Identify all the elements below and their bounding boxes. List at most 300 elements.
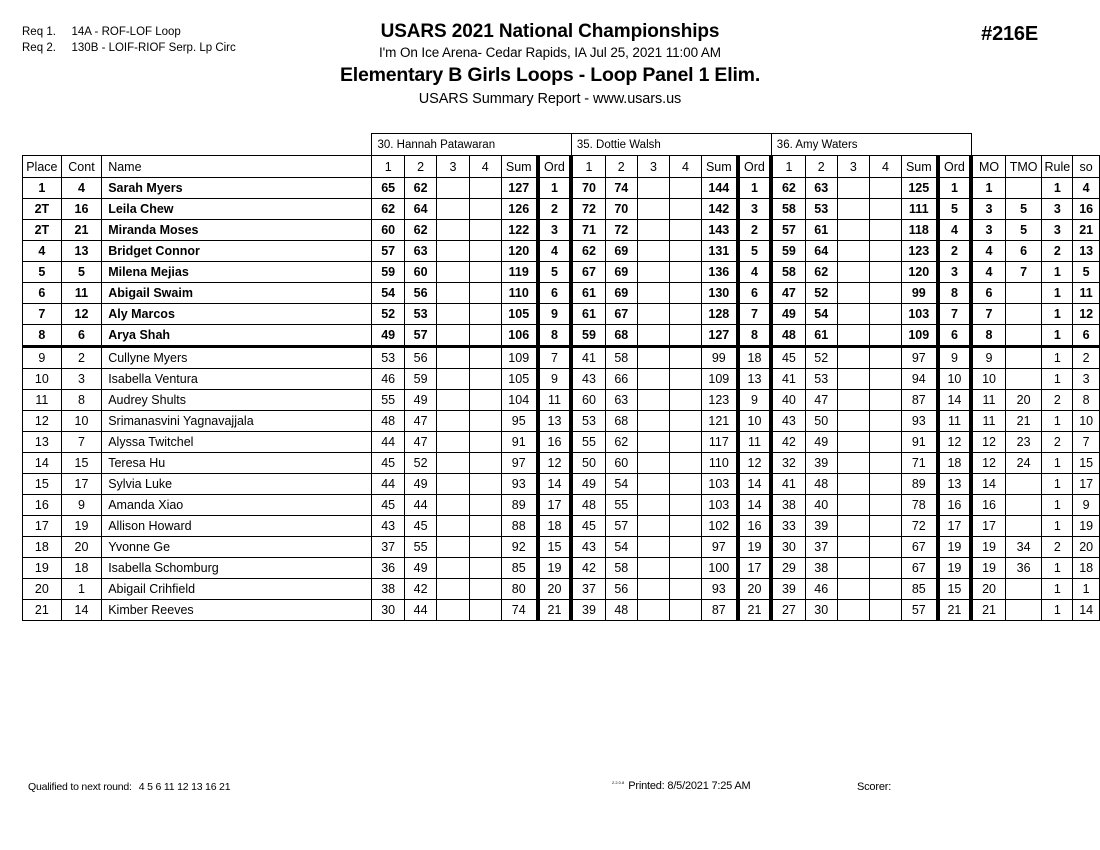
cell-so: 10 (1073, 411, 1100, 432)
table-row (23, 262, 1100, 283)
cell-judge2-sum: 87 (701, 600, 737, 621)
cell-judge3-score3 (837, 516, 869, 537)
column-header-place: Place (23, 156, 62, 178)
cell-judge3-sum: 85 (901, 579, 937, 600)
cell-name: Amanda Xiao (102, 495, 372, 516)
cell-judge3-score4 (869, 411, 901, 432)
category-title: Elementary B Girls Loops - Loop Panel 1 Elim. (339, 64, 761, 86)
cell-judge2-score1: 39 (571, 600, 605, 621)
cell-tmo (1005, 474, 1042, 495)
cell-judge1-ord: 11 (538, 390, 572, 411)
cell-judge3-score2: 62 (805, 262, 837, 283)
cell-name: Bridget Connor (102, 241, 372, 262)
cell-judge1-score4 (469, 283, 501, 304)
cell-rule: 2 (1042, 537, 1073, 558)
cell-place: 4 (23, 241, 62, 262)
cell-judge3-score1: 40 (771, 390, 805, 411)
cell-place: 19 (23, 558, 62, 579)
column-header-judge2-score3: 3 (637, 156, 669, 178)
cell-judge2-ord: 4 (738, 262, 772, 283)
cell-judge2-score1: 55 (571, 432, 605, 453)
cell-judge1-score1: 52 (372, 304, 404, 325)
cell-judge3-score1: 32 (771, 453, 805, 474)
cell-judge3-score3 (837, 369, 869, 390)
cell-judge2-score3 (637, 347, 669, 369)
cell-judge3-score1: 41 (771, 369, 805, 390)
column-header-judge1-score4: 4 (469, 156, 501, 178)
cell-judge1-sum: 91 (501, 432, 537, 453)
cell-judge1-sum: 105 (501, 369, 537, 390)
cell-judge3-sum: 87 (901, 390, 937, 411)
event-title: USARS 2021 National Championships (380, 21, 720, 42)
cell-judge2-score4 (669, 199, 701, 220)
cell-judge2-sum: 143 (701, 220, 737, 241)
cell-judge2-score2: 66 (605, 369, 637, 390)
cell-judge1-ord: 3 (538, 220, 572, 241)
cell-rule: 1 (1042, 453, 1073, 474)
cell-judge1-score2: 63 (404, 241, 436, 262)
column-header-judge1-score1: 1 (372, 156, 404, 178)
cell-rule: 1 (1042, 495, 1073, 516)
cell-judge2-score4 (669, 283, 701, 304)
cell-judge1-ord: 6 (538, 283, 572, 304)
cell-judge2-ord: 7 (738, 304, 772, 325)
judge-header-trailing-spacer (971, 134, 1099, 156)
cell-judge1-score1: 57 (372, 241, 404, 262)
cell-judge2-score1: 71 (571, 220, 605, 241)
cell-name: Leila Chew (102, 199, 372, 220)
cell-rule: 1 (1042, 516, 1073, 537)
cell-judge3-sum: 67 (901, 537, 937, 558)
cell-rule: 1 (1042, 579, 1073, 600)
cell-judge3-score3 (837, 432, 869, 453)
cell-judge1-ord: 8 (538, 325, 572, 347)
cell-cont: 9 (61, 495, 101, 516)
cell-mo: 20 (971, 579, 1005, 600)
cell-judge1-score3 (437, 178, 469, 199)
column-header-judge2-score4: 4 (669, 156, 701, 178)
table-row (23, 600, 1100, 621)
cell-judge1-score4 (469, 304, 501, 325)
cell-judge3-score4 (869, 537, 901, 558)
judge-header-spacer (23, 134, 372, 156)
cell-judge2-score1: 67 (571, 262, 605, 283)
cell-judge2-score2: 63 (605, 390, 637, 411)
table-row (23, 283, 1100, 304)
cell-rule: 1 (1042, 369, 1073, 390)
cell-mo: 17 (971, 516, 1005, 537)
column-header-judge2-ord: Ord (738, 156, 772, 178)
judge-name-2: 35. Dottie Walsh (571, 134, 771, 156)
cell-judge2-sum: 97 (701, 537, 737, 558)
cell-judge3-score2: 38 (805, 558, 837, 579)
cell-judge2-score4 (669, 304, 701, 325)
cell-judge1-sum: 109 (501, 347, 537, 369)
cell-judge2-score2: 56 (605, 579, 637, 600)
table-row (23, 474, 1100, 495)
table-row (23, 390, 1100, 411)
cell-cont: 13 (61, 241, 101, 262)
cell-judge1-score3 (437, 347, 469, 369)
cell-judge3-score4 (869, 495, 901, 516)
cell-judge2-ord: 19 (738, 537, 772, 558)
cell-judge2-score2: 74 (605, 178, 637, 199)
cell-judge3-score4 (869, 283, 901, 304)
cell-cont: 17 (61, 474, 101, 495)
cell-judge1-score1: 55 (372, 390, 404, 411)
cell-judge3-ord: 16 (938, 495, 972, 516)
cell-judge2-score2: 67 (605, 304, 637, 325)
cell-judge1-sum: 88 (501, 516, 537, 537)
column-header-rule: Rule (1042, 156, 1073, 178)
cell-tmo (1005, 516, 1042, 537)
cell-cont: 20 (61, 537, 101, 558)
cell-judge2-score3 (637, 432, 669, 453)
cell-judge1-score2: 62 (404, 178, 436, 199)
cell-judge1-score3 (437, 369, 469, 390)
cell-tmo: 24 (1005, 453, 1042, 474)
cell-so: 6 (1073, 325, 1100, 347)
table-row (23, 304, 1100, 325)
table-row (23, 411, 1100, 432)
cell-judge1-score1: 45 (372, 453, 404, 474)
cell-judge1-ord: 15 (538, 537, 572, 558)
cell-judge2-score2: 57 (605, 516, 637, 537)
cell-judge3-ord: 11 (938, 411, 972, 432)
cell-judge3-score2: 50 (805, 411, 837, 432)
cell-judge1-score3 (437, 558, 469, 579)
cell-judge3-score3 (837, 325, 869, 347)
cell-so: 12 (1073, 304, 1100, 325)
scorer-label: Scorer: (857, 781, 892, 793)
cell-judge1-score2: 55 (404, 537, 436, 558)
cell-judge1-score1: 48 (372, 411, 404, 432)
cell-judge2-score1: 61 (571, 283, 605, 304)
cell-judge1-ord: 20 (538, 579, 572, 600)
cell-judge2-score1: 45 (571, 516, 605, 537)
cell-judge3-ord: 5 (938, 199, 972, 220)
cell-place: 13 (23, 432, 62, 453)
cell-judge2-score4 (669, 453, 701, 474)
cell-judge2-score3 (637, 325, 669, 347)
cell-judge1-score4 (469, 369, 501, 390)
qualified-label: Qualified to next round: (28, 781, 132, 793)
cell-mo: 10 (971, 369, 1005, 390)
cell-judge2-sum: 100 (701, 558, 737, 579)
cell-mo: 4 (971, 262, 1005, 283)
cell-judge2-score4 (669, 390, 701, 411)
cell-judge3-score2: 52 (805, 283, 837, 304)
cell-judge3-ord: 19 (938, 558, 972, 579)
cell-judge1-score2: 62 (404, 220, 436, 241)
cell-judge3-ord: 1 (938, 178, 972, 199)
cell-judge3-ord: 7 (938, 304, 972, 325)
cell-judge3-ord: 2 (938, 241, 972, 262)
cell-judge1-ord: 17 (538, 495, 572, 516)
cell-judge1-ord: 4 (538, 241, 572, 262)
cell-judge3-score2: 64 (805, 241, 837, 262)
cell-cont: 5 (61, 262, 101, 283)
cell-judge2-score4 (669, 369, 701, 390)
cell-judge2-score2: 72 (605, 220, 637, 241)
table-row (23, 516, 1100, 537)
cell-name: Audrey Shults (102, 390, 372, 411)
cell-judge3-sum: 93 (901, 411, 937, 432)
cell-judge1-ord: 7 (538, 347, 572, 369)
cell-judge3-sum: 103 (901, 304, 937, 325)
column-header-judge2-sum: Sum (701, 156, 737, 178)
cell-judge1-score3 (437, 432, 469, 453)
cell-judge3-score1: 59 (771, 241, 805, 262)
cell-judge3-score3 (837, 390, 869, 411)
cell-judge1-score1: 54 (372, 283, 404, 304)
cell-judge1-score4 (469, 558, 501, 579)
cell-judge3-score3 (837, 453, 869, 474)
cell-judge1-score3 (437, 304, 469, 325)
cell-mo: 19 (971, 537, 1005, 558)
cell-judge2-score1: 60 (571, 390, 605, 411)
cell-judge1-sum: 120 (501, 241, 537, 262)
cell-judge1-sum: 105 (501, 304, 537, 325)
cell-judge3-score1: 43 (771, 411, 805, 432)
cell-judge2-sum: 127 (701, 325, 737, 347)
cell-judge3-score3 (837, 411, 869, 432)
cell-judge3-score1: 48 (771, 325, 805, 347)
cell-judge2-sum: 136 (701, 262, 737, 283)
cell-judge3-score3 (837, 347, 869, 369)
table-row (23, 432, 1100, 453)
cell-judge2-score3 (637, 369, 669, 390)
cell-rule: 3 (1042, 199, 1073, 220)
cell-judge2-score4 (669, 579, 701, 600)
cell-judge2-score4 (669, 178, 701, 199)
cell-judge1-score2: 44 (404, 600, 436, 621)
cell-judge1-score1: 60 (372, 220, 404, 241)
qualified-note (28, 781, 230, 793)
cell-place: 21 (23, 600, 62, 621)
results-table-container (22, 133, 1100, 621)
cell-mo: 19 (971, 558, 1005, 579)
cell-mo: 11 (971, 411, 1005, 432)
cell-judge2-score1: 41 (571, 347, 605, 369)
cell-judge3-ord: 10 (938, 369, 972, 390)
report-source-line: USARS Summary Report - www.usars.us (418, 91, 682, 107)
cell-judge3-ord: 9 (938, 347, 972, 369)
cell-judge2-sum: 109 (701, 369, 737, 390)
cell-name: Alyssa Twitchel (102, 432, 372, 453)
cell-tmo: 23 (1005, 432, 1042, 453)
judge-header-row (23, 134, 1100, 156)
cell-so: 4 (1073, 178, 1100, 199)
cell-place: 14 (23, 453, 62, 474)
cell-cont: 19 (61, 516, 101, 537)
column-header-judge1-score3: 3 (437, 156, 469, 178)
cell-judge3-score2: 63 (805, 178, 837, 199)
cell-judge3-score3 (837, 220, 869, 241)
cell-judge2-score1: 49 (571, 474, 605, 495)
table-row (23, 178, 1100, 199)
cell-judge3-score1: 62 (771, 178, 805, 199)
cell-mo: 3 (971, 220, 1005, 241)
cell-judge1-sum: 89 (501, 495, 537, 516)
cell-judge2-ord: 14 (738, 474, 772, 495)
cell-so: 1 (1073, 579, 1100, 600)
cell-place: 6 (23, 283, 62, 304)
cell-judge1-score1: 53 (372, 347, 404, 369)
cell-judge3-score1: 58 (771, 199, 805, 220)
cell-judge1-score3 (437, 390, 469, 411)
cell-judge1-score4 (469, 325, 501, 347)
cell-rule: 1 (1042, 178, 1073, 199)
cell-judge2-score4 (669, 325, 701, 347)
table-row (23, 453, 1100, 474)
cell-judge1-score4 (469, 432, 501, 453)
cell-place: 17 (23, 516, 62, 537)
column-header-judge2-score2: 2 (605, 156, 637, 178)
cell-judge3-score3 (837, 262, 869, 283)
cell-cont: 8 (61, 390, 101, 411)
cell-judge1-score4 (469, 453, 501, 474)
cell-judge1-score1: 44 (372, 474, 404, 495)
cell-judge3-score3 (837, 199, 869, 220)
cell-judge2-ord: 16 (738, 516, 772, 537)
cell-judge1-score4 (469, 241, 501, 262)
cell-judge3-score1: 47 (771, 283, 805, 304)
cell-judge2-score3 (637, 537, 669, 558)
cell-judge3-score4 (869, 178, 901, 199)
cell-judge1-score1: 37 (372, 537, 404, 558)
cell-tmo (1005, 369, 1042, 390)
cell-judge3-score3 (837, 558, 869, 579)
cell-tmo: 34 (1005, 537, 1042, 558)
cell-judge3-sum: 118 (901, 220, 937, 241)
cell-cont: 15 (61, 453, 101, 474)
column-header-judge3-score2: 2 (805, 156, 837, 178)
cell-judge2-score1: 50 (571, 453, 605, 474)
cell-judge2-sum: 93 (701, 579, 737, 600)
cell-judge2-score2: 70 (605, 199, 637, 220)
column-header-judge1-sum: Sum (501, 156, 537, 178)
cell-judge3-score4 (869, 220, 901, 241)
cell-name: Abigail Crihfield (102, 579, 372, 600)
cell-mo: 6 (971, 283, 1005, 304)
table-row (23, 558, 1100, 579)
cell-judge1-score2: 59 (404, 369, 436, 390)
cell-judge1-score2: 56 (404, 283, 436, 304)
cell-tmo (1005, 600, 1042, 621)
cell-judge1-ord: 21 (538, 600, 572, 621)
cell-mo: 8 (971, 325, 1005, 347)
cell-judge1-sum: 92 (501, 537, 537, 558)
cell-judge3-score3 (837, 600, 869, 621)
cell-judge2-score3 (637, 474, 669, 495)
cell-mo: 3 (971, 199, 1005, 220)
cell-judge3-score1: 42 (771, 432, 805, 453)
table-row (23, 241, 1100, 262)
cell-judge2-sum: 110 (701, 453, 737, 474)
cell-place: 8 (23, 325, 62, 347)
cell-judge3-ord: 8 (938, 283, 972, 304)
results-table (22, 133, 1100, 621)
cell-judge3-score4 (869, 453, 901, 474)
cell-cont: 10 (61, 411, 101, 432)
cell-name: Yvonne Ge (102, 537, 372, 558)
cell-judge2-score2: 58 (605, 347, 637, 369)
requirement-number: 2. (46, 42, 56, 54)
table-row (23, 495, 1100, 516)
cell-judge2-ord: 10 (738, 411, 772, 432)
cell-judge3-score4 (869, 474, 901, 495)
cell-judge2-score1: 72 (571, 199, 605, 220)
column-header-judge3-score1: 1 (771, 156, 805, 178)
cell-name: Isabella Schomburg (102, 558, 372, 579)
cell-judge3-ord: 18 (938, 453, 972, 474)
cell-judge3-sum: 120 (901, 262, 937, 283)
cell-judge2-score4 (669, 411, 701, 432)
cell-judge3-score1: 39 (771, 579, 805, 600)
event-number: #216E (981, 23, 1038, 45)
cell-judge1-score2: 45 (404, 516, 436, 537)
table-row (23, 369, 1100, 390)
cell-judge3-ord: 12 (938, 432, 972, 453)
cell-judge2-ord: 5 (738, 241, 772, 262)
cell-so: 5 (1073, 262, 1100, 283)
cell-name: Abigail Swaim (102, 283, 372, 304)
cell-judge3-sum: 97 (901, 347, 937, 369)
cell-judge3-score2: 61 (805, 220, 837, 241)
cell-judge1-score1: 36 (372, 558, 404, 579)
cell-judge1-ord: 5 (538, 262, 572, 283)
cell-judge3-score1: 49 (771, 304, 805, 325)
cell-judge3-score4 (869, 432, 901, 453)
cell-so: 14 (1073, 600, 1100, 621)
cell-judge3-score3 (837, 495, 869, 516)
printed-timestamp: Printed: 8/5/2021 7:25 AM (628, 780, 751, 792)
cell-judge2-score4 (669, 558, 701, 579)
cell-rule: 2 (1042, 432, 1073, 453)
cell-place: 12 (23, 411, 62, 432)
cell-judge1-sum: 110 (501, 283, 537, 304)
cell-judge1-score3 (437, 325, 469, 347)
title-block (140, 20, 960, 110)
column-header-judge3-score4: 4 (869, 156, 901, 178)
cell-cont: 4 (61, 178, 101, 199)
cell-judge1-score4 (469, 178, 501, 199)
cell-judge2-sum: 117 (701, 432, 737, 453)
cell-judge1-sum: 74 (501, 600, 537, 621)
cell-judge1-score2: 64 (404, 199, 436, 220)
cell-judge3-ord: 17 (938, 516, 972, 537)
cell-judge2-score4 (669, 516, 701, 537)
cell-tmo: 36 (1005, 558, 1042, 579)
cell-tmo (1005, 347, 1042, 369)
cell-mo: 21 (971, 600, 1005, 621)
cell-judge3-ord: 13 (938, 474, 972, 495)
cell-judge2-sum: 123 (701, 390, 737, 411)
cell-judge1-ord: 16 (538, 432, 572, 453)
cell-tmo: 5 (1005, 220, 1042, 241)
cell-judge3-sum: 67 (901, 558, 937, 579)
cell-judge3-ord: 15 (938, 579, 972, 600)
cell-judge1-sum: 85 (501, 558, 537, 579)
cell-judge1-score2: 60 (404, 262, 436, 283)
cell-name: Cullyne Myers (102, 347, 372, 369)
requirement-text: 130B - LOIF-RIOF Serp. Lp Circ (71, 42, 236, 54)
cell-judge3-ord: 21 (938, 600, 972, 621)
cell-judge2-score3 (637, 600, 669, 621)
cell-judge1-sum: 126 (501, 199, 537, 220)
cell-judge3-sum: 99 (901, 283, 937, 304)
